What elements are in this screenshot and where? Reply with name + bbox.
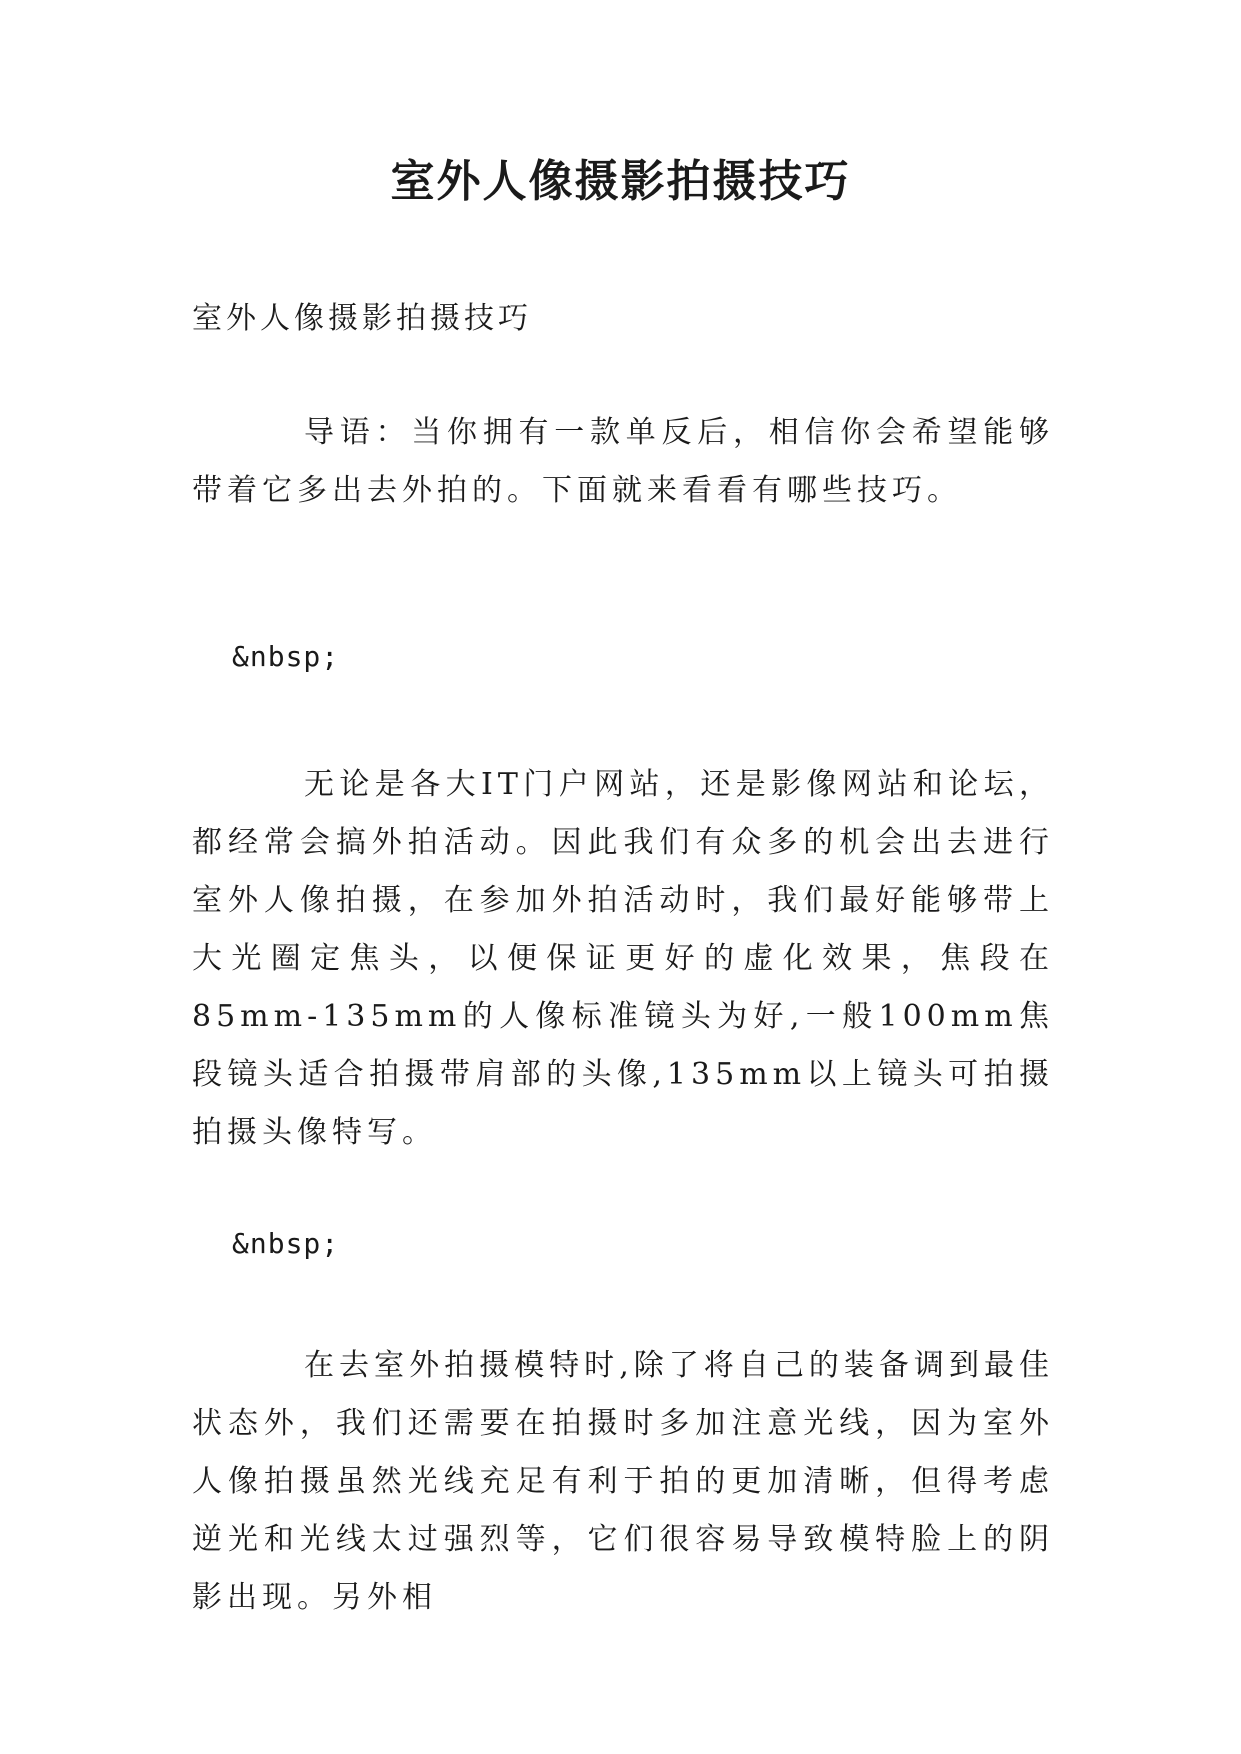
document-title: 室外人像摄影拍摄技巧: [390, 156, 851, 207]
nbsp-placeholder-2: &nbsp;: [232, 1227, 340, 1260]
nbsp-placeholder-1: &nbsp;: [232, 640, 340, 673]
document-subtitle: 室外人像摄影拍摄技巧: [192, 301, 532, 336]
intro-paragraph: 导语：当你拥有一款单反后，相信你会希望能够带着它多出去外拍的。下面就来看看有哪些技巧。: [192, 415, 1054, 508]
body-paragraph-2: 在去室外拍摄模特时,除了将自己的装备调到最佳状态外，我们还需要在拍摄时多加注意光线，因为室外人像拍摄虽然光线充足有利于拍的更加清晰，但得考虑逆光和光线太过强烈等，它们很容易导致模特脸上的阴影出现。另外相: [192, 1348, 1054, 1615]
body-paragraph-1: 无论是各大IT门户网站，还是影像网站和论坛，都经常会搞外拍活动。因此我们有众多的机会出去进行室外人像拍摄，在参加外拍活动时，我们最好能够带上大光圈定焦头，以便保证更好的虚化效果，焦段在85mm-135mm的人像标准镜头为好,一般100mm焦段镜头适合拍摄带肩部的头像,135mm以上镜头可拍摄拍摄头像特写。: [192, 767, 1054, 1150]
